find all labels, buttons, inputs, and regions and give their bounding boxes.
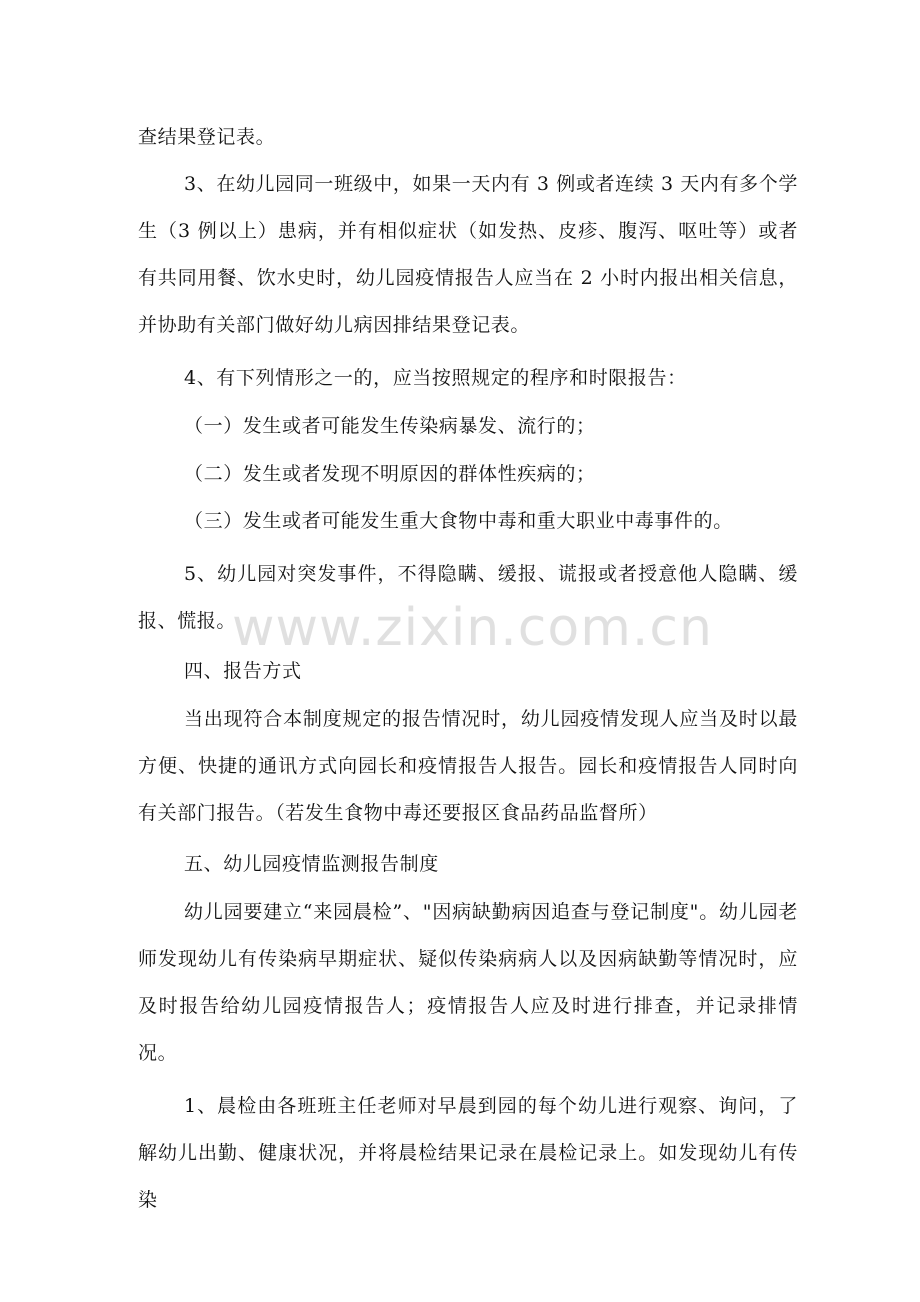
paragraph-continuation: 查结果登记表。 (138, 126, 276, 148)
paragraph-sub-item-1: （一）发生或者可能发生传染病暴发、流行的； (184, 415, 596, 437)
section-heading-4: 四、报告方式 (184, 660, 302, 682)
paragraph-item-4: 4、有下列情形之一的，应当按照规定的程序和时限报告： (184, 367, 687, 389)
paragraph-report-method: 当出现符合本制度规定的报告情况时，幼儿园疫情发现人应当及时以最方便、快捷的通讯方式向园长和疫情报告人报告。园长和疫情报告人同时向有关部门报告。（若发生食物中毒还要报区食品药品监督所） (138, 708, 798, 824)
paragraph-sub-item-3: （三）发生或者可能发生重大食物中毒和重大职业中毒事件的。 (184, 510, 733, 532)
paragraph-monitoring: 幼儿园要建立“来园晨检”、"因病缺勤病因追查与登记制度"。幼儿园老师发现幼儿有传染病早期症状、疑似传染病病人以及因病缺勤等情况时，应及时报告给幼儿园疫情报告人；疫情报告人应及时进行排查，并记录排情况。 (138, 901, 798, 1064)
section-heading-5: 五、幼儿园疫情监测报告制度 (184, 853, 439, 875)
paragraph-sub-item-2: （二）发生或者发现不明原因的群体性疾病的； (184, 463, 596, 485)
watermark: www.zixin.com.cn (232, 598, 713, 658)
paragraph-item-3: 3、在幼儿园同一班级中，如果一天内有 3 例或者连续 3 天内有多个学生（3 例以上）患病，并有相似症状（如发热、皮疹、腹泻、呕吐等）或者有共同用餐、饮水史时，幼儿园疫情报告人应当在 2 小时内报出相关信息，并协助有关部门做好幼儿病因排结果登记表。 (138, 173, 798, 336)
paragraph-item-5: 5、幼儿园对突发事件，不得隐瞒、缓报、谎报或者授意他人隐瞒、缓报、慌报。 (138, 563, 798, 632)
paragraph-morning-check: 1、晨检由各班班主任老师对早晨到园的每个幼儿进行观察、询问，了解幼儿出勤、健康状况，并将晨检结果记录在晨检记录上。如发现幼儿有传染 (138, 1095, 798, 1211)
